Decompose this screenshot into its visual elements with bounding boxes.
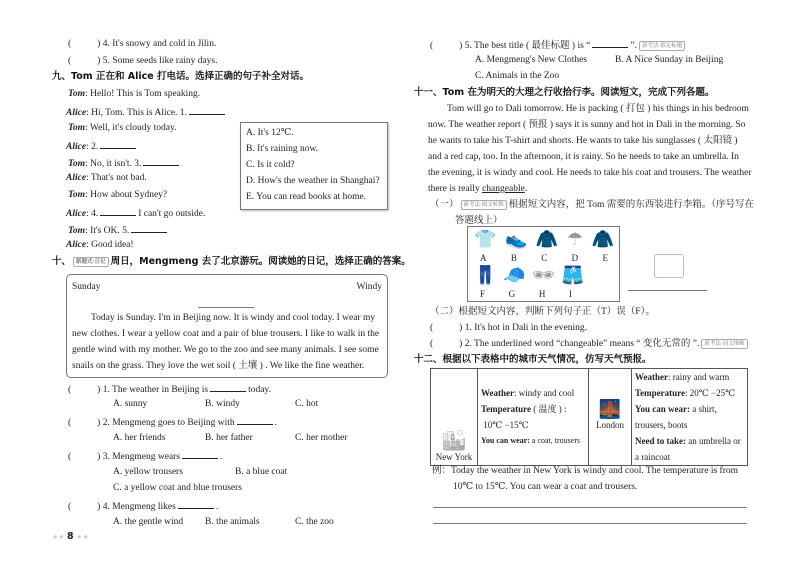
text-line: ) [459,323,463,333]
text-line [635,385,744,401]
text-line: ( [68,418,72,428]
question-item [430,322,587,334]
text-line: 周日，Mengmeng 去了北京游玩。阅读她的日记，选择正确的答案。 [110,256,411,267]
underlined-word: changeable [482,184,525,194]
text-line: B. the animals [205,517,260,527]
question-item [68,55,218,67]
text-line [480,253,608,263]
text-line [481,417,585,433]
text-line: 1. The weather in Beijing is [102,385,209,395]
section-10-title [52,256,411,268]
text-line: Alice [66,240,87,250]
new-york-cell [431,369,478,466]
text-line: a coat, trousers [529,436,581,445]
text-line: I [568,289,572,299]
text-line: ( [68,39,72,49]
diary-weather: Windy [356,282,382,292]
text-line: a shirt, trousers, boots [635,404,717,430]
text-line: ) [459,339,463,349]
option: E. You can read books at home. [246,192,367,202]
suitcase-icon [654,254,684,278]
answer-blank [189,105,225,115]
question-item [68,499,218,513]
text-line: gentle wind with my mother. We go to the zoo and see many animals. I see some [72,345,379,355]
text-line: （一） [430,200,459,210]
text-line: : rainy and warm [668,372,730,382]
text-line [635,433,744,465]
text-line: B. a blue coat [235,467,288,477]
text-line: ) [97,385,101,395]
text-line: ( 温度 ) : [531,404,567,414]
text-line: ”. [630,41,637,51]
text-line: 根据短文内容，把 Tom 需要的东西装进行李箱。（序号写在 [508,200,755,210]
sneakers-icon: 👟 [504,229,528,249]
shorts-icon: 🩳 [561,265,584,285]
london-info [632,369,748,466]
cap-icon: 🧢 [503,265,526,285]
option: D. How's the weather in Shanghai? [246,176,380,186]
tower-bridge-icon: 🌉 [598,399,622,419]
text-line: Tom [68,123,86,133]
text-line: ( [68,502,72,512]
text-line: 1. It's hot in Dali in the evening. [464,323,588,333]
text-line: 2. The underlined word “changeable” means “ 变化无常的 ”. [464,339,700,349]
question-item [68,38,216,50]
text-line: the evening, it is windy and cool. He needs to take his coat and trousers. The weather [428,168,752,178]
dialog-line [66,105,227,119]
text-line: ★★ [52,533,67,541]
text-line: A. the gentle wind [113,517,184,527]
text-line: 2. Mengmeng goes to Beijing with [102,418,235,428]
text-line: Today is Sunday. I'm in Beijing now. It is windy and cool today. I wear my [91,313,376,323]
text-line [481,401,585,417]
answer-blank [100,139,136,149]
dialog-line [66,139,138,153]
question-item [430,338,750,350]
dialog-line [68,88,200,100]
text-line [480,289,572,299]
text-line: You can wear: [635,404,690,414]
text-line: 8 [67,531,74,542]
text-line: A. sunny [113,399,148,409]
text-line: Weather [481,388,514,398]
question-item [430,38,687,52]
text-line: London [596,420,624,430]
text-line: and a red cap, too. In the afternoon, it is rainy. So he needs to take an umbrella. In [428,152,739,162]
text-line: A [480,253,487,263]
diary-day: Sunday [72,282,101,292]
answer-blank [592,38,628,48]
sunglasses-icon: 🕶 [532,265,555,285]
items-picture-box [467,226,620,302]
text-line: : windy and cool [514,388,575,398]
section-11-title: 十一、Tom 在为明天的大理之行收拾行李。阅读短文，完成下列各题。 [414,87,715,98]
example-line: 例：Today the weather in New York is windy and cool. The temperature is from [432,466,738,476]
dialog-line [66,172,147,184]
text-line: C [541,253,548,263]
answer-blank [210,382,246,392]
text-line: : It's OK. 5. [85,226,130,236]
answer-line[interactable] [433,507,747,508]
answer-blank [100,206,136,216]
text-line: Need to take: [635,436,686,446]
dialog-line [68,156,181,170]
text-line: ( [68,452,72,462]
text-line: Alice [66,173,87,183]
text-line: 答题线上） [455,216,503,226]
text-line: Tom [68,190,86,200]
text-line: today. [248,385,271,395]
text-line: : 20℃ −25℃ [685,388,736,398]
options-box [240,122,388,210]
text-line: ( [430,41,434,51]
dialog-line [66,206,205,220]
text-line: Tom [68,159,86,169]
text-line [474,229,614,250]
coat-icon: 🧥 [535,229,559,249]
text-line: New York [435,452,473,462]
text-line: 新题式·日记 [73,257,109,267]
text-line: . [220,452,223,462]
title-blank [198,307,254,308]
dialog-line [68,122,177,134]
text-line: : Hello! This is Tom speaking. [85,89,201,99]
text-line [635,369,744,385]
text-line: C. a yellow coat and blue trousers [113,483,243,493]
text-line: 4. Mengmeng likes [102,502,176,512]
text-line: B. A Nice Sunday in Beijing [615,55,724,65]
section-9-title: 九、Tom 正在和 Alice 打电话。选择正确的句子补全对话。 [52,71,310,82]
text-line: : Well, it's cloudy today. [85,123,177,133]
text-line: an umbrella or a raincoat [635,436,741,462]
text-line: : Hi, Tom. This is Alice. 1. [86,108,187,118]
text-line: ) [97,452,101,462]
answer-line[interactable] [433,523,747,524]
answer-blank [182,449,218,459]
text-line: 10℃ −15℃ [483,420,529,430]
dialog-line [68,189,167,201]
text-line: : 2. [86,142,99,152]
text-line: Temperature [635,388,685,398]
text-line: : Good idea! [86,240,134,250]
umbrella-icon: ☂ [566,229,583,249]
text-line: C. her mother [295,433,348,443]
option: B. It's raining now. [246,144,319,154]
text-line: C. Animals in the Zoo [475,71,560,81]
text-line: ) [459,41,463,51]
example-line: 10℃ to 15℃. You can wear a coat and trousers. [453,482,638,492]
text-line: new clothes. I wear a yellow coat and a pair of blue trousers. I like to walk in the [72,329,380,339]
text-line: ★★ [73,533,89,541]
text-line: ) [97,502,101,512]
text-line: 3. Mengmeng wears [102,452,181,462]
text-line: E [602,253,608,263]
text-line [428,183,527,195]
text-line: D [571,253,579,263]
text-line: ( [430,323,434,333]
option: A. It's 12℃. [246,128,294,138]
text-line: A. her friends [113,433,166,443]
text-line: . [274,418,278,428]
jacket-icon: 🧥 [591,229,614,249]
new-york-info [478,369,589,466]
text-line: Tom [68,89,86,99]
section-12-title: 十二、根据以下表格中的城市天气情况，仿写天气预报。 [414,354,652,365]
text-line: 5. The best title ( 最佳标题 ) is “ [464,41,591,51]
text-line: : How about Sydney? [85,190,168,200]
text-line: : That's not bad. [86,173,147,183]
text-line: G [508,289,516,299]
text-line: F [480,289,486,299]
text-line: 新考法·图文转换 [461,200,507,210]
question-item [68,382,271,396]
text-line: ) [97,418,101,428]
text-line [431,369,748,466]
question-item [68,415,277,429]
text-line: : 4. [86,209,99,219]
text-line: Alice [66,142,87,152]
weather-table [430,368,748,466]
diary-box [66,274,388,378]
text-line: C. hot [295,399,319,409]
london-cell [589,369,632,466]
text-line: B. her father [205,433,253,443]
answer-line[interactable] [628,290,707,291]
text-line: . [215,502,219,512]
dialog-line [68,223,169,237]
text-line [431,369,748,466]
text-line: ) [97,56,101,66]
text-line [430,199,754,211]
dialog-line [66,239,134,251]
text-line [481,385,585,401]
text-line: C. the zoo [295,517,334,527]
text-line: A. yellow trousers [113,467,183,477]
text-line: Tom [68,226,86,236]
text-line: 十、 [52,256,72,267]
text-line: B. windy [205,399,240,409]
page-number [52,531,89,543]
skyscraper-icon: 🏙 [441,430,467,452]
text-line: Temperature [481,404,531,414]
text-line: now. The weather report ( 预报 ) says it is sunny and hot in Dali in the morning. So [428,120,746,130]
answer-blank [143,156,179,166]
text-line [481,433,585,449]
text-line: ( [430,339,434,349]
text-line: ) [97,39,101,49]
text-line: he wants to take his T-shirt and shorts. He wants to take his sunglasses ( 太阳镜 ) [428,136,738,146]
text-line: . [524,184,528,194]
trousers-icon: 👖 [474,265,497,285]
text-line: Tom will go to Dali tomorrow. He is packing ( 打包 ) his things in his bedroom [447,104,749,114]
text-line: 4. It's snowy and cold in Jilin. [102,39,217,49]
text-line: H [538,289,546,299]
text-line: snails on the grass. They love the wet soil ( 土壤 ) . We like the fine weather. [72,361,365,371]
text-line [635,401,744,433]
text-line: Weather [635,372,668,382]
tshirt-icon: 👕 [474,229,497,249]
text-line: Alice [66,108,87,118]
text-line: 新考法·拟定标题 [639,41,685,51]
text-line: 新考法·词义推断 [701,339,747,349]
answer-blank [131,223,167,233]
text-line: You can wear: [481,436,530,445]
text-line: there is really [428,184,483,194]
answer-blank [178,499,214,509]
text-line: Alice [66,209,87,219]
text-line: A. Mengmeng's New Clothes [475,55,588,65]
text-line: （二）根据短文内容，判断下列句子正（T）误（F）。 [430,307,655,317]
answer-blank [237,415,273,425]
text-line: 5. Some seeds like rainy days. [102,56,218,66]
text-line: I can't go outside. [138,209,206,219]
text-line [474,265,584,286]
text-line: ( [68,56,72,66]
text-line: B [510,253,517,263]
text-line: : No, it isn't. 3. [85,159,142,169]
question-item [68,449,222,463]
option: C. Is it cold? [246,160,295,170]
text-line: ( [68,385,72,395]
